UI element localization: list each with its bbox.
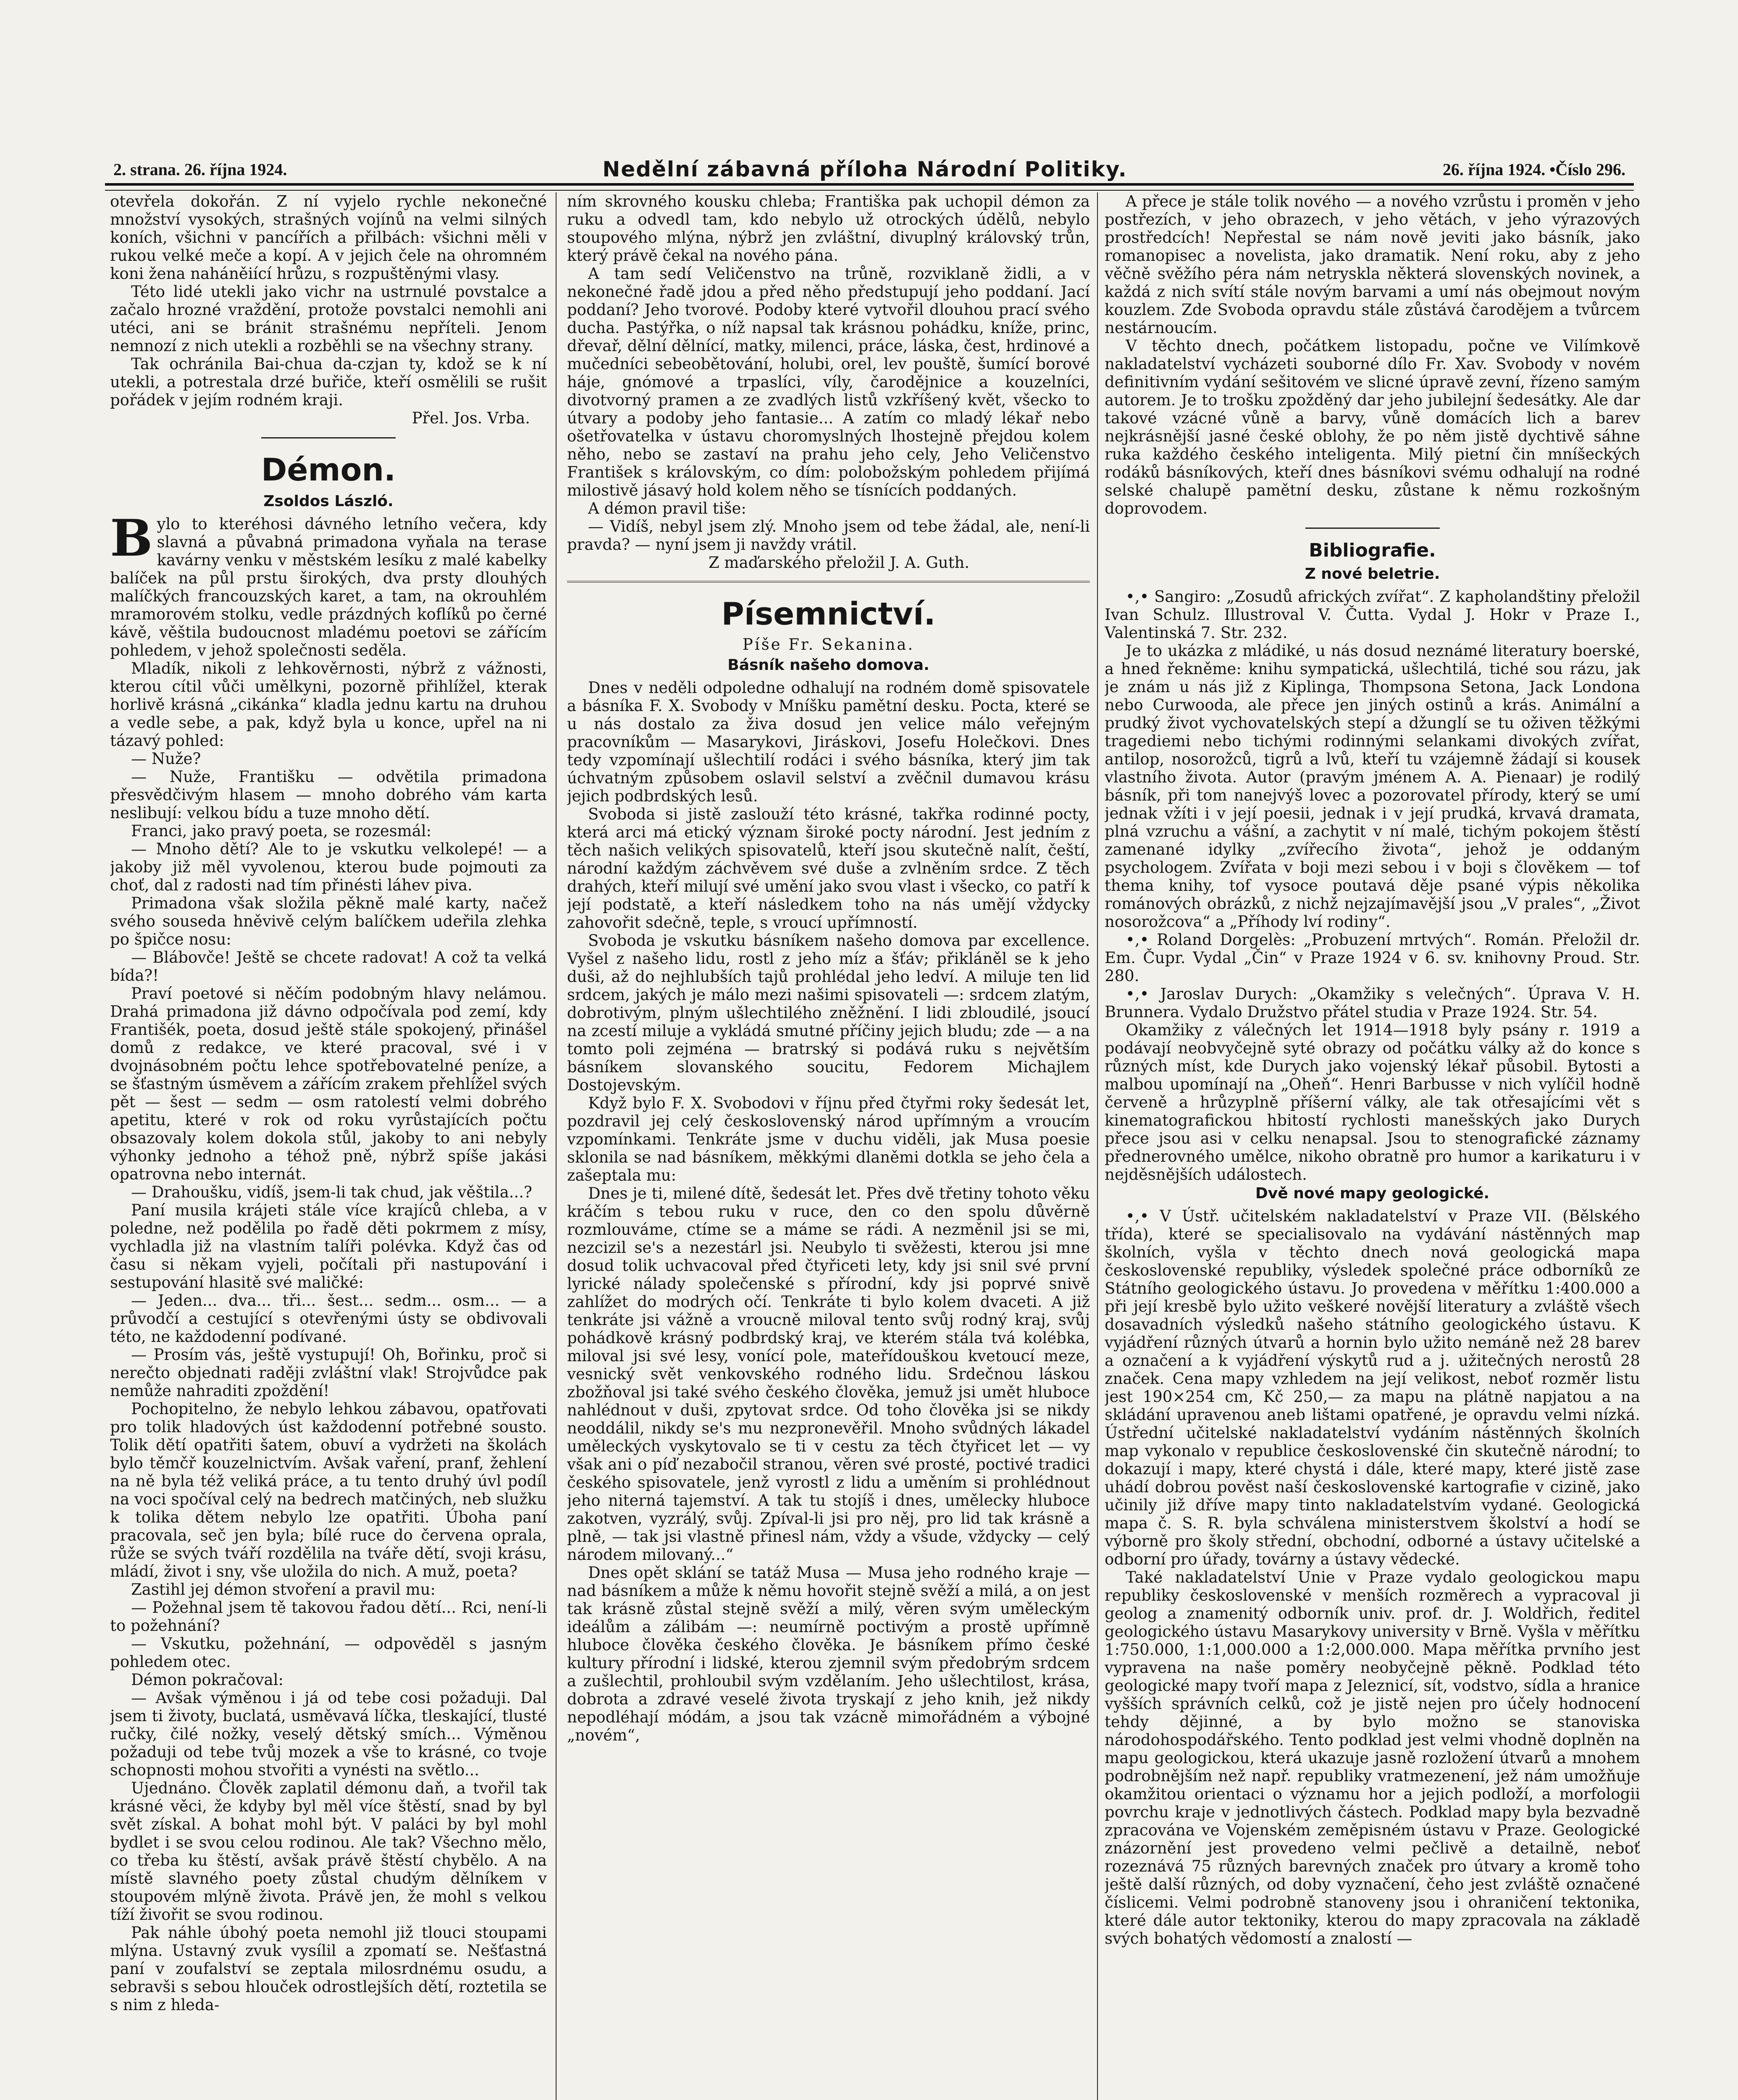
story-paragraph: — Jeden... dva... tři... šest... sedm... osm... — a průvodčí a cestující s otevřenými ústy se obdivovali této, ne každodenní podívané.: [110, 1292, 547, 1346]
story-text: ylo to kteréhosi dávného letního večera, kdy slavná a půvabná primadona vyňala na terase kavárny venku v městském lesíku z malé kabelky balíček na půl prstu širokých, dva prsty dlouhých malíčkých francouzských karet, a tam, na okrouhlém mramorovém stolku, vedle prázdných koflíků po černé kávě, věštila budoucnost mladému poetovi se zářícím pohledem, v jehož společnosti seděla.: [110, 515, 547, 659]
article-paragraph: A přece je stále tolik nového — a nového vzrůstu i proměn v jeho postřezích, v jeho obrazech, v jeho větách, v jeho výrazových prostředcích! Nepřestal se nám nově jeviti jako básník, jako romanopisec a novelista, jako dramatik. Není roku, aby z jeho věčně svěžího péra nám netryskla některá slovenských novinek, a každá z nich svítí stále novým barvami a umí nás obejmout novým kouzlem. Zde Svoboda opravdu stále zůstává čarodějem a tvůrcem nestárnoucím.: [1105, 192, 1640, 337]
story-paragraph: — Vidíš, nebyl jsem zlý. Mnoho jsem od tebe žádal, ale, není-li pravda? — nyní jsem ji navždy vrátil.: [567, 517, 1090, 554]
story-paragraph: Pochopitelno, že nebylo lehkou zábavou, opatřovati pro tolik hladových úst každodenní potřebné sousto. Tolik dětí opatřiti šatem, obuví a vydržeti na školách bylo těmčř kouzelnictvím. Avšak vaření, pranf, žehlení na ně byla též veliká práce, a tu tento druhý úvl podíl na voci spočíval celý na bedrech matčiných, neb služku k tolika dětem nebylo lze opatřiti. Úboha paní pracovala, seč jen byla; bílé ruce do červena oprala, růže se svých tváří rozdělila na tváře dětí, svoji krásu, mládí, život i sny, vše uložila do nich. A muž, poeta?: [110, 1400, 547, 1580]
review-paragraph: •,• Sangiro: „Zosudů afrických zvířat“. Z kapholandštiny přeložil Ivan Schulz. Illustroval V. Čutta. Vydal J. Hokr v Praze I., Valentinská 7. Str. 232.: [1105, 588, 1640, 642]
page-header: [113, 155, 1625, 184]
story-paragraph: Zastihl jej démon stvoření a pravil mu:: [131, 1580, 436, 1599]
column-2: [567, 192, 1090, 2100]
column-divider: [556, 192, 557, 2100]
section-byline: Píše Fr. Sekanina.: [742, 635, 915, 654]
article-paragraph: Dnes je ti, milené dítě, šedesát let. Přes dvě třetiny tohoto věku kráčím s tebou ruku v ruce, den co den spolu důvěrně rozmlouváme, ctíme se a máme se rádi. A nezměnil jsi se mi, nezcizil se's a nezestárl jsi. Neubylo ti svěžesti, kterou jsi mne dosud tolik uchvacoval před čtyřiceti lety, kdy jsi snil své první lyrické nálady společenské s přírodní, kdy jsi poprvé snivě zahlížet do modrých očí. Tenkráte ti bylo kolem dvaceti. A již tenkráte jsi vážně a vroucně miloval tento svůj rodný kraj, svůj pohádkově krásný podbrdský kraj, ve kterém stála tvá kolébka, miloval jsi své lesy, vonící pole, mateřídouškou kvetoucí meze, vesnický svět venkovského rodného lidu. Srdečnou láskou zbožňoval jsi také svého českého člověka, jemuž jsi umět hluboce nahlédnout v duši, zpytovat srdce. Od toho člověka jsi se nikdy neoddálil, nikdy se's mu nezpronevěřil. Mnoho svůdných lákadel uměleckých vyskytovalo se ti v cestu za těch čtyřicet let — vy však ani o píď nezabočil stranou, věren své prosté, poctivé tradici českého spisovatele, jenž vyrostl z lidu a uměním si prohlédnout jeho niterná tajemství. A tak tu stojíš i dnes, umělecky hluboce zakotven, vyzrálý, svůj. Zpíval-li jsi pro něj, pro lid tak krásně a plně, — tak jsi vlastně přinesl nám, vždy a všude, vždycky — celý národem milovaný...“: [567, 1184, 1090, 1564]
review-paragraph: •,• V Ústř. učitelském nakladatelství v Praze VII. (Bělského třída), které se specialisovalo na vydávání nástěnných map školních, vyšla v těchto dnech nová geologická mapa československé republiky, výsledek společné práce odborníků ze Státního geologického ústavu. Jo provedena v měřítku 1:400.000 a při její kresbě bylo užito veškeré novější literatury a zvláště všech dosavadních výsledků našeho státního geologického ústavu. K vyjádření různých útvarů a hornin bylo užito nemáně než 28 barev a označení a k vyjádření výskytů rud a j. užitečných nerostů 28 značek. Cena mapy vzhledem na její velikost, neboť rozměr listu jest 190×254 cm, Kč 250,— za mapu na plátně napjatou a na skládání upravenou aneb lištami opatřené, je opravdu velmi nízká. Ústřední učitelské nakladatelství vydáním nástěnných školních map vykonalo v republice československé čin skutečně národní; to dokazují i mapy, které chystá i dále, které mapy, které jistě zase uhádí dobrou pověst naší československé kartografie v cizině, jako učinily již dříve mapy tinto nakladatelstvím vydané. Geologická mapa č. S. R. byla schválena ministerstvem školství a hodí se výborně pro školy střední, obchodní, odborné a ústavy učitelské a odborní pro úřady, továrny a ústavy vědecké.: [1105, 1207, 1640, 1568]
story-paragraph: — Prosím vás, ještě vystupují! Oh, Bořinku, proč si nerečto objednati raději zvláštní vlak! Strojvůdce pak nemůže nahraditi zpoždění!: [110, 1346, 547, 1400]
section-rule: [567, 581, 1090, 583]
section-rule: [261, 437, 396, 438]
story-paragraph: Franci, jako pravý poeta, se rozesmál:: [131, 822, 432, 840]
article-paragraph: otevřela dokořán. Z ní vyjelo rychle nekonečné množství vysokých, strašných vojínů na velmi silných koních, všichni v pancířích a přilbách: všichni měli v rukou velké meče a kopí. A v jejich čele na ohromném koni žena naháněiící hrůzu, s rozpuštěnými vlasy.: [110, 192, 547, 283]
story-paragraph: Paní musila krájeti stále více krajíců chleba, a v poledne, než podělila po řadě děti pokrmem z mísy, vychladla již na vlastním talíři polévka. Když čas od času si někam vyjeli, počítali při nastupování i sestupování hlasitě své maličké:: [110, 1201, 547, 1292]
story-paragraph: A tam sedí Veličenstvo na trůně, rozviklaně židli, a v nekonečné řadě jdou a před něho předstupují jeho poddaní. Jací poddaní? Jeho tvorové. Podoby které vytvořil dlouhou prací svého ducha. Pastýřka, o níž napsal tak krásnou pohádku, kníže, princ, dřevař, dělní dělnící, matky, milenci, práce, láska, čest, hrdinové a mučedníci sebeobětování, holubi, orel, lev pouště, šumící borové háje, gnómové a trpaslíci, víly, čarodějnice a kouzelníci, divotvorný pramen a ze zvadlých listů vzkříšený květ, všecko to útvary a podoby jeho fantasie... A zatím co mladý lékař nebo ošetřovatelka v ústavu choromyslných lhostejně přejdou kolem něho, nebo se zastaví na prahu jeho cely, Jeho Veličenstvo František s královským, co dím: polobožským pohledem přijímá milostivě jásavý hold kolem něho se tísnících poddaných.: [567, 265, 1090, 499]
story-paragraph: Démon pokračoval:: [131, 1671, 284, 1689]
header-rule: [105, 183, 1634, 191]
review-paragraph: •,• Jaroslav Durych: „Okamžiky s velečných“. Úprava V. H. Brunnera. Vydalo Družstvo přátel studia v Praze 1924. Str. 54.: [1105, 985, 1640, 1021]
section-title-pisemnictvi: Písemnictví.: [721, 596, 936, 632]
review-paragraph: Také nakladatelství Unie v Praze vydalo geologickou mapu republiky československé v menších rozměrech a vypracoval ji geolog a znamenitý odborník univ. prof. dr. J. Woldřich, ředitel geologického ústavu Masarykovy university v Brně. Vyšla v měřítku 1:750.000, 1:1,000.000 a 1:2,000.000. Mapa měřítka prvního jest vypravena na naše poměry neobyčejně pěkně. Podklad této geologické mapy tvoří mapa z Jeleznicí, sít, vodstvo, sídla a hranice vyšších správních celků, což je jistě nejen pro účely hodnocení tehdy dějinné, a by bylo možno se stanoviska národohospodářského. Tento podklad jest velmi vhodně doplněn na mapu geologickou, která ukazuje jasně rozložení útvarů a mnohem podrobnějším než např. republiky vratmezenení, jež nám umožňuje okamžitou orientaci o významu hor a jejich podloží, a morfologii povrchu kraje v jednotlivých částech. Podklad mapy byla bezvadně zpracována ve Vojenském zeměpisném ústavu v Praze. Geologické znázornění jest provedeno velmi pečlivě a detailně, neboť rozeznává 75 různých barevných značek pro útvary a kromě toho ještě další různých, od doby vyznačení, čeho jest zvláště označené číslicemi. Velmi podrobně stanoveny jsou i ohraničení tektonika, které dále autor tektoniky, kterou do mapy zpracovala na základě svých bohatých vědomostí a znalostí —: [1105, 1568, 1640, 1948]
section-rule: [1305, 528, 1440, 529]
article-paragraph: V těchto dnech, počátkem listopadu, počne ve Vilímkově nakladatelství vycházeti souborné dílo Fr. Xav. Svobody v novém definitivním vydání sešitovém ve slicné úpravě zevní, řízeno samým autorem. Je to trošku zpožděný dar jeho jubilejní šedesátky. Ale dar takové vzácné vůně a barvy, vůně domácích lich a barev nejkrásnější jasné české oblohy, že po něm jistě dychtivě sáhne ruka každého českého inteligenta. Milý pietní čin mníšeckých rodáků básníkových, kteří dnes básníkovi svému odhalují na rodné selské chalupě pamětní desku, zůstane k němu rozkošným doprovodem.: [1105, 337, 1640, 517]
story-paragraph: — Drahoušku, vidíš, jsem-li tak chud, jak věštila...?: [131, 1183, 532, 1201]
story-paragraph: — Požehnal jsem tě takovou řadou dětí... Rci, není-li to požehnání?: [110, 1599, 547, 1635]
story-paragraph: — Vskutku, požehnání, — odpověděl s jasným pohledem otec.: [110, 1635, 547, 1671]
story-author: Zsoldos László.: [263, 493, 394, 510]
story-paragraph: Pak náhle úbohý poeta nemohl již tlouci stoupami mlýna. Ustavný zvuk vysílil a zpomatí se. Nešťastná paní v zoufalství se zeptala milosrdnému osudu, a sebravši s sebou hlouček odrostlejších dětí, roztetila se s nim z hleda-: [110, 1924, 547, 2014]
story-paragraph: Primadona však složila pěkně malé karty, načež svého souseda hněvivě celým balíčkem udeřila zlehka po špičce nosu:: [110, 894, 547, 948]
story-paragraph: A démon pravil tiše:: [588, 499, 746, 517]
section-subtitle: Z nové beletrie.: [1305, 565, 1440, 583]
story-paragraph: — Nuže, Františku — odvětila primadona přesvědčivým hlasem — mnoho dobrého vám karta neslibují: velkou bídu a tuze mnoho dětí.: [110, 768, 547, 822]
story-paragraph: ním skrovného kousku chleba; Františka pak uchopil démon za ruku a odvedl tam, kdo nebylo už otrockých údělů, nebylo stoupového mlýna, nýbrž jen zvláštní, divuplný královský trůn, který právě čekal na nového pána.: [567, 192, 1090, 265]
article-paragraph: Svoboda je vskutku básníkem našeho domova par excellence. Vyšel z našeho lidu, rostl z jeho míz a šťáv; přikláněl se k jeho duši, až do nejhlubších tajů prohlédal jeho ledví. A miluje ten lid srdcem, jakých je málo mezi našimi spisovateli —: srdcem zlatým, dobrotivým, plným ušlechtilého zněžnění. I lidi zbloudilé, jsoucí na zcestí miluje a vykládá smutné příčiny jejich bludu; zde — a na tomto poli zejména — bratrský si podává ruku s největším básníkem slovanského soucitu, Fedorem Michajlem Dostojevským.: [567, 932, 1090, 1094]
article-paragraph: Této lidé utekli jako vichr na ustrnulé povstalce a začalo hrozné vraždění, protože povstalci nemohli ani utéci, ani se bránit strašnému nepříteli. Jenom nemnozí z nich utekli a rozběhli se na všechny strany.: [110, 283, 547, 355]
article-paragraph: Dnes opět sklání se tatáž Musa — Musa jeho rodného kraje — nad básníkem a může k němu hovořit stejně svěží a milá, a on jest tak krásně zůstal stejně svěží a milý, věren svým uměleckým ideálům a zálibám —: neumírně poctivým a prostě upřímně hluboce člověka českého člověka. Je básníkem přímo české kultury přírodní i lidské, kterou zjemnil svým předobrým srdcem a zušlechtil, prohloubil svým vzdělaním. Jeho ušlechtilost, krása, dobrota a zdravé veselé života tryskají z jeho knih, jež nikdy nepodléhají módám, a jsou tak vzácně mimořádném a výbojné „novém“,: [567, 1564, 1090, 1744]
story-paragraph: — Nuže?: [131, 750, 201, 768]
header-issue-right: 26. října 1924. •Číslo 296.: [1442, 160, 1625, 179]
story-paragraph: — Blábovče! Ještě se chcete radovat! A což ta velká bída?!: [110, 948, 547, 984]
header-date-left: 2. strana. 26. října 1924.: [113, 160, 287, 179]
translator-signature: Z maďarského přeložil J. A. Guth.: [708, 554, 970, 572]
review-paragraph: •,• Roland Dorgelès: „Probuzení mrtvých“. Román. Přeložil dr. Em. Čupr. Vydal „Čin“ v Praze 1924 v 6. sv. knihovny Proud. Str. 280.: [1105, 931, 1640, 985]
article-paragraph: Tak ochránila Bai-chua da-czjan ty, kdož se k ní utekli, a potrestala drzé buřiče, kteří osmělili se rušit pořádek v jejím rodném kraji.: [110, 355, 547, 409]
article-paragraph: Svoboda si jistě zaslouží této krásné, takřka rodinné pocty, která arci má etický význam široké pocty národní. Jest jedním z těch našich velikých spisovatelů, kteří jsou skutečně nalít, čeští, národní každým záchvěvem své duše a zvlněním srdce. Z těch drahých, kteří milují své umění jako svou vlast i všecko, co patří k její podstatě, a kteří následkem toho na nás umějí vždycky zahovořit sdečně, teple, s vroucí upřímností.: [567, 805, 1090, 932]
column-3: [1105, 192, 1640, 2100]
header-masthead: Nedělní zábavná příloha Národní Politiky.: [602, 157, 1127, 181]
column-divider: [1097, 192, 1098, 2100]
article-title: Básník našeho domova.: [727, 656, 929, 674]
article-paragraph: Dnes v neděli odpoledne odhalují na rodném domě spisovatele a básníka F. X. Svobody v Mníšku pamětní desku. Pocta, které se u nás dostalo za živa dosud jen velice málo veřejným pracovníkům — Masarykovi, Jiráskovi, Josefu Holečkovi. Dnes tedy vzpomínají ušlechtilí rodáci i svého básníka, který jim tak úchvatným způsobem oslavil selství a zvěčnil dumavou krásu jejich podbrdských lesů.: [567, 679, 1090, 805]
section-title-bibliografie: Bibliografie.: [1309, 540, 1436, 561]
story-paragraph: Ujednáno. Člověk zaplatil démonu daň, a tvořil tak krásné věci, že kdyby byl měl více štěstí, snad by byl svět získal. A bohat mohl být. V paláci by byl mohl bydlet i se svou celou rodinou. Ale tak? Všechno mělo, co třeba ku štěstí, avšak právě štěstí chybělo. A na místě slavného poety zůstal chudým dělníkem v stoupovém mlýně života. Právě jen, že mohl s velkou tíží živořit se svou rodinou.: [110, 1779, 547, 1924]
story-title-demon: Démon.: [261, 452, 396, 488]
column-1: [110, 192, 547, 2100]
story-paragraph: — Mnoho dětí? Ale to je vskutku velkolepé! — a jakoby již měl vyvolenou, kterou bude pojmouti za choť, dal z radosti nad tím přinésti láhev piva.: [110, 840, 547, 894]
story-paragraph: Praví poetové si něčím podobným hlavy nelámou. Drahá primadona již dávno odpočívala pod zemí, kdy Františék, poeta, dosud ještě stále spokojený, přinášel domů z redakce, ve které pracoval, své i v dvojnásobném počtu lehce spotřebovatelné peníze, a se šťastným úsměvem a zářícím zrakem přehlížel svých pět — šest — sedm — osm ratolestí velmi dobrého apetitu, které v rok od roku vyrůstajících počtu obsazovaly kolem dokola stůl, jakoby to ani nebyly výhonky jednoho a téhož pně, nýbrž spíše jakási opatrovna nebo internát.: [110, 984, 547, 1183]
story-paragraph: [110, 509, 547, 659]
story-paragraph: — Avšak výměnou i já od tebe cosi požaduji. Dal jsem ti životy, buclatá, usměvavá líčka, tleskající, tlusté ručky, čilé nožky, veselý dětský smích... Výměnou požaduji od tebe tvůj mozek a vše to krásné, co tvoje schopnosti mohou stvořiti a vynésti na světlo...: [110, 1689, 547, 1779]
review-paragraph: Je to ukázka z mládiké, u nás dosud neznámé literatury boerské, a hned řekněme: knihu sympatická, ušlechtilá, tiché sou rázu, jak je znám u nás již z Kiplinga, Thompsona Setona, Jack Londona nebo Curwooda, ale přece jen jiných ostinů a krás. Animální a prudký život vychovatelských stepí a džunglí se tu oživen těžkými tragediemi nebo tichými rodinnými selankami divokých zvířat, antilop, nosorožců, tigrů a lvů, kteří tu vzájemně žádají si kousek vlastního života. Autor (pravým jménem A. A. Pienaar) je rodilý básník, při tom nanejvýš lovec a pozorovatel přírody, který se umí jednak vžíti i v její poesii, jednak i v její prudká, krvavá dramata, plná vzruchu a vášní, a zachytit v ní malé, tichým pokojem štěstí zamenané idylky „zvířecího života“, jehož je oddaným psychologem. Zvířata v boji mezi sebou i v boji s člověkem — tof thema knihy, tof vysoce poutavá děje psané výpis několika románových obrázků, z nichž nejzajímavější jsou „V prales“, „Život nosorožcova“ a „Příhody lví rodiny“.: [1105, 642, 1640, 931]
section-subtitle-maps: Dvě nové mapy geologické.: [1255, 1185, 1490, 1202]
review-paragraph: Okamžiky z válečných let 1914—1918 byly psány r. 1919 a podávají neobvyčejně syté obrazy od počátku války až do konce s různých míst, kde Durych jako vojenský lékař působil. Bytosti a malbou upomínají na „Oheň“. Henri Barbusse v nich vylíčil hodně červeně a hrůzyplně příšerní války, ale tak otřesajícími vět s kinematografickou hbitostí rychlosti manešských jako Durych přece jsou asi v celku nenapsal. Jsou to stenografické záznamy přednerovného umělce, nikoho obratně pro humor a karikaturu i v nejděsnějších událostech.: [1105, 1021, 1640, 1184]
article-paragraph: Když bylo F. X. Svobodovi v říjnu před čtyřmi roky šedesát let, pozdravil jej celý československý národ upřímným a vroucím vzpomínkami. Tenkráte jsme v duchu viděli, jak Musa poesie sklonila se nad básníkem, měkkými dlaněmi dotkla se jeho čela a zašeptala mu:: [567, 1094, 1090, 1184]
drop-cap: B: [110, 509, 153, 568]
story-paragraph: Mladík, nikoli z lehkověrnosti, nýbrž z vážnosti, kterou cítil vůči umělkyni, pozorně přihlížel, kterak horlivě krásná „cikánka“ kladla jednu kartu na druhou a vedle sebe, a pak, když byla u konce, upřel na ni tázavý pohled:: [110, 659, 547, 750]
translator-signature: Přel. Jos. Vrba.: [412, 409, 530, 427]
